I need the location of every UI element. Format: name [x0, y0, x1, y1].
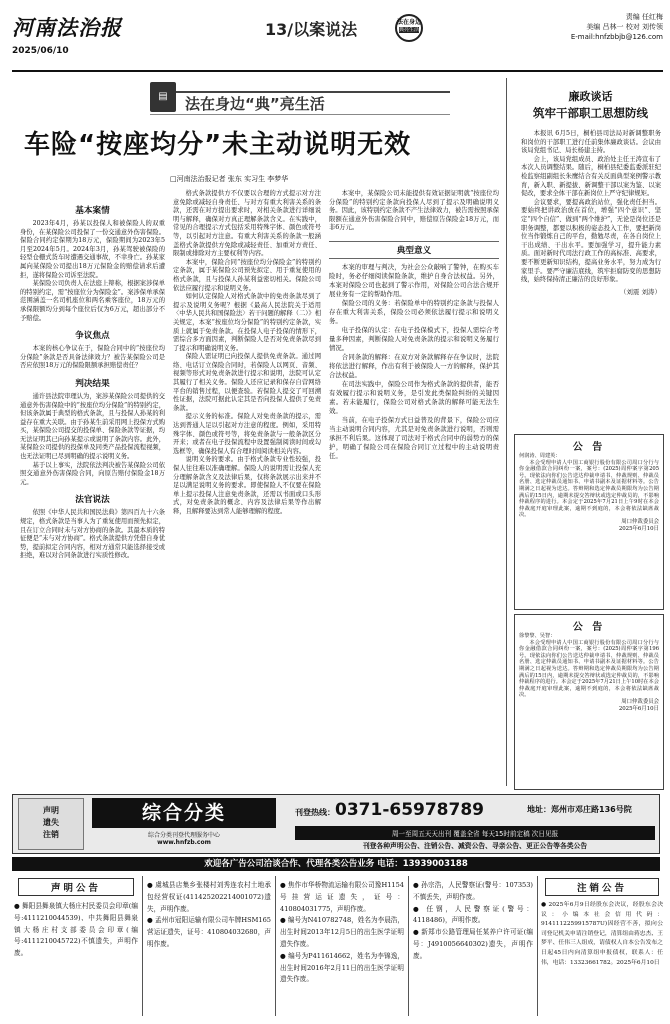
book-icon: ▤	[150, 82, 176, 112]
classified-column-2	[147, 880, 271, 951]
article-paragraph: 2023年4月，孙某以投保人和被保险人的双重身份，在某保险公司投保了一份交通意外伤害保险。保险合同约定保期为18万元，保险期间为2023年5月至2024年5月。2024年3月，孙某驾驶被保险的轻型仓栅式货车时遭遇交通事故，不幸身亡。孙某家属向某保险公司提出18万元保险金的赔偿请求后遭拒，遂将保险公司诉至法院。	[20, 220, 165, 279]
classified-item: ● 虞城县店集乡张楼村刘秀连农村土地承包经营权证(411425202214001072)遗失，声明作废。	[147, 881, 271, 913]
article-paragraph: 本案中，保险合同“按座位均分保险金”的特别约定条款，属于某保险公司预先拟定、用于重复使用的格式条款，且与投保人孙某利益密切相关。保险公司依法应履行提示和说明义务。	[173, 258, 321, 292]
notice-recipient: 徐黎黎、吴智：	[519, 633, 556, 639]
sidebar-headline: 筑牢干部职工思想防线	[533, 106, 648, 120]
section-heading: 法官说法	[75, 495, 110, 506]
headline: 车险“按座均分”未主动说明无效	[24, 130, 412, 160]
article-paragraph: 如何认定保险人对格式条款中的免责条款尽到了提示及说明义务呢？根据《最高人民法院关于适用〈中华人民共和国保险法〉若干问题的解释（二）》相关规定，本案“按座位均分保险”的特别约定条款，实质上就属于免责条款。在投保人电子投保的情形下，需综合多方面因素，判断保险人是否对免责条款尽到了提示和明确说明义务。	[173, 293, 321, 352]
email-line: E-mail:hnfzbbjb@126.com	[570, 33, 663, 41]
ad-hours: 周一至周五天天出刊 覆盖全省 每天15时前定稿 次日见报	[295, 826, 655, 840]
article-paragraph: 格式条款提供方不仅要以合理的方式提示对方注意免除或减轻自身责任、与对方有重大利害关系的条款，还需在对方提出要求时，对相关条款进行详细说明与解释，确保对方真正理解条款含义。在实践中，常见的合理提示方式包括采用特殊字体、颜色或符号等，以引起对方注意。有重大利害关系的条款一般涵盖格式条款提供方免除或减轻责任、加重对方责任、限制或排除对方主要权利等内容。	[173, 190, 321, 258]
sidebar-paragraph: 会议要求，要提高政治站位，强化责任担当。要始终把讲政治放在首位，增强“四个意识”、坚定“四个自信”、做到“两个维护”，无论是岗位还是职务调整，都要以积极的姿态投入工作，要把新岗位当作锻炼自己的平台，勤勉尽责，在各自岗位上干出成绩、干出水平。要加强学习，提升能力素质。面对新时代司法行政工作的高标准、高要求，要不断更新知识结构，提高业务水平，努力成为行家里手。要严守廉洁底线，筑牢拒腐防变的思想防线，始终保持清正廉洁的良好形象。	[521, 198, 661, 284]
notice-org: 周口仲裁委员会	[621, 518, 659, 525]
column-rule	[506, 78, 507, 786]
notice-recipient: 何润涛、周建英：	[519, 453, 561, 459]
ad-website: www.hnfzb.com	[157, 839, 211, 846]
classified-column-5	[541, 878, 663, 968]
sidebar-paragraph: 会上，该局党组成员、政治处主任王涛宣布了本次人员调整结果。随后，桐柏县纪委监委派驻纪检监察组副组长朱鹰结合有关反面典型案例警示教育，新入职、新提拔、新调整干部以案为鉴、以案促改，要求全体干部在新岗位上严守纪律规矩。	[521, 155, 661, 198]
significance-paragraph: 电子投保的认定：在电子投保模式下，投保人需综合考量多种因素，判断保险人对免责条款的提示和说明义务履行情况。	[329, 325, 499, 352]
editor-credits	[515, 12, 663, 42]
section-heading: 争议焦点	[75, 331, 110, 342]
classified-item: ● 新郑市公路管理局任某养户许可证(编号：J4910056640302)遗失，声明作废。	[413, 928, 533, 960]
notice-text: 本会受理申请人中国工商银行股份有限公司周口分行与你金融借款合同纠纷一案，案号：(2025)周仲案字第205号。现依法向你们公告送达仲裁申请书、仲裁规则、仲裁员名册、选定仲裁员通知书、申请书副本及证据材料等。公告期满之日起视为送达。答辩期和选定仲裁员期限均为公告期满后的15日内，逾期未提交答辩状或选定仲裁员的，不影响仲裁程序的进行。本会定于2025年7月21日上午9时在本会仲裁庭开庭审理此案，逾期不到庭的，本会将依法缺席裁决。	[519, 459, 659, 519]
notice-date: 2025年6月10日	[618, 705, 659, 712]
notice-title: 公 告	[572, 442, 606, 453]
article-paragraph: 说明义务的要求。由于格式条款专业性较强，投保人往往难以准确理解。保险人的说明需让投保人充分理解条款含义及法律后果，仅将条款展示出来并不足以满足说明义务的要求。即使保险人不仅要在保险单上提示投保人注意免责条款，还需以书面或口头形式，对免责条款的概念、内容及法律后果等作出解释，且解释要达到常人能够理解的程度。	[173, 456, 321, 515]
editor-line: 责编 任红梅	[625, 13, 663, 21]
classified-item: ● 孙宗浩，人民警察证(警号：107353)不慎丢失，声明作废。	[413, 881, 533, 901]
column-rule	[142, 876, 143, 1016]
classified-heading: 声明公告	[18, 878, 134, 896]
ad-logo-line: 遗失	[43, 818, 59, 827]
column-rule	[408, 876, 409, 1016]
significance-paragraph: 合同条款的解释：在双方对条款解释存在争议时，法院将依法进行解释，作出有利于被保险人一方的解释，保护其合法权益。	[329, 352, 499, 379]
article-paragraph: 本案中，某保险公司未能提供有效证据证明就“按座位均分保险”的特别约定条款向投保人尽到了提示及明确说明义务。因此，该特别约定条款不产生法律效力，被告需按照承保限额在通意外伤害保险合同中，赔偿原告保险金18万元，而非6万元。	[329, 190, 500, 232]
significance-paragraph: 在司法实践中，保险公司作为格式条款的提供者，能否有效履行提示和说明义务，是引发此类保险纠纷的关键因素。若未能履行，保险公司对格式条款的解释可能无法生效。	[329, 379, 499, 415]
article-paragraph: 保险人需证明已向投保人提供免责条款。通过网络、电话订立保险合同时，若保险人以网页、音频、视频等形式对免责条款进行提示和说明，法院可认定其履行了相关义务。保险人还应记录和保存自营网络平台的销售过程，以便查验。若保险人提交了可回溯性证据，法院可据此认定其是否向投保人提供了免责条款。	[173, 353, 321, 412]
significance-heading: 典型意义	[329, 241, 499, 259]
section-heading: 判决结果	[75, 378, 110, 389]
ad-address: 地址：郑州市邓庄路136号院	[527, 805, 632, 814]
article-paragraph: 某保险公司负责人在法庭上辩称，根据案涉保单的特别约定，需“按座位分为保险金”。案涉保单承保范围涵盖一名司机座位和两名乘客座位，18万元的承保限额均分到每个座位后仅为6万元，超出部分不予赔偿。	[20, 280, 165, 322]
article-paragraph: 通许县法院审理认为，案涉某保险公司提供的交通意外伤害保险中的“按座位均分保险”的特别约定，但该条款属于典型的格式条款，且与投保人孙某的利益存在重大关联。由于孙某生前采用网上投保方式购买，某保险公司提交的投保单、保险条款等证据，均无法证明其已向孙某提示或说明了条款内容。此外，某保险公司提供的投保单及同类产品投保流程视频，也无法证明已尽到明确的提示说明义务。	[20, 392, 165, 461]
issue-date: 2025/06/10	[12, 46, 69, 56]
column-rule	[537, 876, 538, 1016]
sidebar-section-title: 廉政谈话	[568, 90, 613, 103]
classified-item: ● 任钢，人民警察证(警号：4118486)，声明作废。	[413, 904, 533, 925]
masthead-rule	[12, 70, 663, 72]
classified-item: ● 编号为N410782748，姓名为李晨浩，出生时间2013年12月5日的出生医学证明遗失作废。	[280, 916, 404, 948]
notice-text: 本会受理申请人中国工商银行股份有限公司周口分行与你金融借款合同纠纷一案，案号：(2025)周仲案字第196号。现依法向你们公告送达仲裁申请书、仲裁规则、仲裁员名册、选定仲裁员通知书、申请书副本及证据材料等。公告期满之日起视为送达。答辩期和选定仲裁员期限均为公告期满后的15日内，逾期未提交答辩状或选定仲裁员的，不影响仲裁程序的进行。本会定于2025年7月21日上午10时在本会仲裁庭开庭审理此案，逾期不到庭的，本会将依法缺席裁决。	[519, 639, 659, 699]
page-section: 13/以案说法	[265, 20, 358, 39]
column-rule	[275, 876, 276, 1016]
article-paragraph: 提示义务的标准。保险人对免责条款的提示，需达到普通人足以引起对方注意的程度。例如，采用特殊字体、颜色或符号等，将免责条款与一般条款区分开来；或者在电子投保流程中设置强制阅读时间或勾选框等，确保投保人有合理时间阅读相关内容。	[173, 413, 321, 455]
ad-logo-line: 注销	[43, 830, 59, 839]
ad-logo-line: 声明	[43, 806, 59, 815]
article-column-1	[20, 198, 165, 561]
article-column-2	[173, 190, 321, 517]
ad-phone-number: 0371-65978789	[335, 800, 484, 820]
newspaper-logo: 河南法治报	[12, 15, 122, 40]
section-heading: 基本案情	[75, 206, 110, 216]
classified-column-4	[413, 880, 533, 963]
notice-signature	[519, 699, 659, 713]
ad-logo	[18, 798, 84, 850]
classified-item: ● 焦作市华桥物流运输有限公司豫H1154号挂营运证遗失，证号：410804031775，声明作废。	[280, 881, 404, 913]
classified-item: ● 舞阳县舞泉镇大杨庄村民委员会印章(编号:4111210044539)、中共舞阳县舞泉镇大杨庄村支部委员会印章(编号:4111210045722)不慎遗失，声明作废。	[14, 902, 138, 958]
notice-box-1	[514, 434, 664, 610]
seal-line-1: 法在身边	[397, 19, 422, 26]
sidebar-paragraph: 本报讯 6月5日，桐柏县司法局对新调整职务和岗位的干部职工进行任前集体廉政谈话。会议由该局党组书记、局长杨建主持。	[521, 130, 661, 155]
ad-services: 刊登各种声明公告、注销公告、减资公告、寻亲公告、更正公告等各类公告	[362, 842, 588, 850]
sidebar-body	[521, 130, 661, 296]
classified-column-3	[280, 880, 404, 986]
notice-box-2	[514, 614, 664, 790]
significance-paragraph: 本案的审理与判决，为社会公众敲响了警钟，在购买车险时，务必仔细阅读保险条款，维护自身合法权益。另外，本案对保险公司也起到了警示作用，对保险公司合法合规开展业务有一定的帮助作用。	[329, 262, 499, 298]
notice-title: 公 告	[572, 622, 606, 633]
classified-column-1	[14, 878, 138, 960]
classified-heading: 注销公告	[545, 878, 659, 896]
section-seal	[395, 14, 423, 42]
kicker-title: 法在身边“典”亮生活	[185, 95, 325, 113]
article-paragraph: 基于以上事实，法院依法判决被告某保险公司依照交通意外伤害保险合同，向原告赔付保险金18万元。	[20, 461, 165, 486]
significance-paragraph: 当前，在电子投保方式日益普及的背景下，保险公司应当主动说明合同内容，尤其是对免责条款进行说明，否则需承担不利后果。这体现了司法对于格式合同中的弱势方的保护，明确了保险公司在保险合同订立过程中的主动说明责任。	[329, 415, 499, 460]
designer-line: 美编 吕林一 校对 刘传领	[586, 23, 663, 31]
ad-brand: 综合分类	[92, 798, 276, 828]
classified-item: ● 编号为P411614662，姓名为李锦逸，出生时间2016年2月11日的出生医学证明遗失作废。	[280, 951, 404, 984]
notice-signature	[519, 519, 659, 533]
seal-line-2: 典亮生活	[399, 27, 420, 33]
ad-subtitle: 综合分类刊登代理服务中心	[147, 832, 220, 839]
significance-paragraph: 保险公司的义务：若保险单中的特别约定条款与投保人存在重大利害关系，保险公司必须依法履行提示和说明义务。	[329, 298, 499, 325]
ad-phone	[295, 800, 484, 820]
byline: □河南法治报记者 张东 实习生 李梦华	[170, 175, 289, 183]
ad-strip: 欢迎各广告公司洽谈合作、代理各类公告业务 电话：13939003188	[12, 857, 660, 871]
article-paragraph: 本案的核心争议在于，保险合同中的“按座位均分保险”条款是否具备法律效力？被告某保险公司是否应依照18万元的保险限额承担赔偿责任？	[20, 345, 165, 370]
notice-body	[519, 633, 659, 699]
notice-body	[519, 453, 659, 519]
article-column-3	[329, 190, 499, 461]
classified-item: ● 2025年6月9日经股东会决议，经股东会决议：小编本社会信用代码：9141112259915787U)因经营不善，拟向公司登记机关申请注销登记，清算组由蒋忠杰、王梦平、任伟三人组成，请债权人自本公告发布之日起45日内向清算组申报债权，联系人：任伟，电话：13323661782。2025年6月10日	[541, 902, 663, 966]
article-paragraph: 依照《中华人民共和国民法典》第四百九十六条规定，格式条款是当事人为了重复使用而预先拟定，且在订立合同时未与对方协商的条款。其最本质的特征便是“未与对方协商”。格式条款提供方凭借自身优势，提前拟定合同内容，相对方通常只能选择接受或拒绝，难以对合同条款进行实质性修改。	[20, 509, 165, 560]
notice-date: 2025年6月10日	[618, 525, 659, 532]
classified-item: ● 孟州市冠阳运输有限公司车牌HSM165营运证遗失，证号：410804032680，声明作废。	[147, 916, 271, 948]
sidebar-author: （刘震 刘涛）	[619, 287, 661, 296]
ad-phone-label: 刊登热线：	[295, 808, 335, 817]
notice-org: 周口仲裁委员会	[621, 698, 659, 705]
